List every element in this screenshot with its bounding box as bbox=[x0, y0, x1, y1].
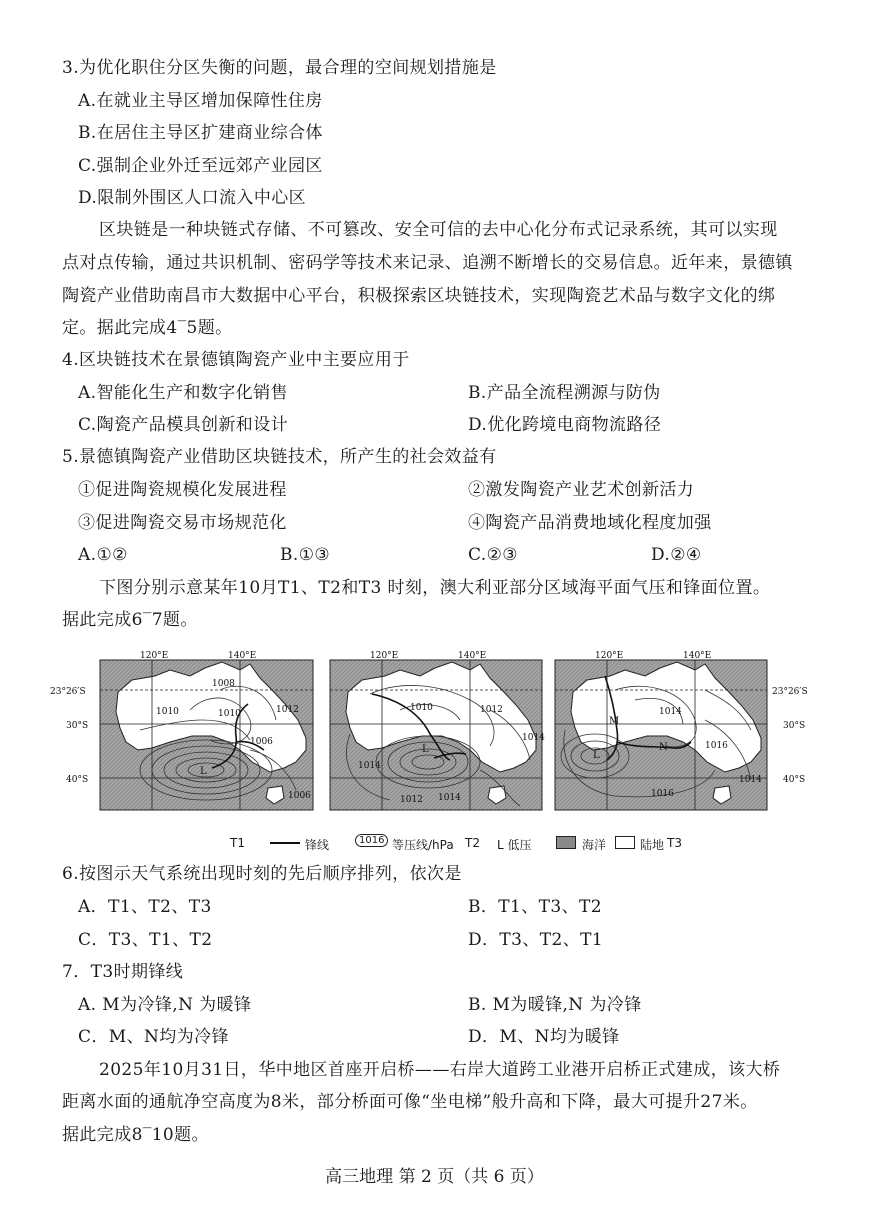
front-label-n: N bbox=[659, 742, 668, 753]
q6-option-a: A．T1、T2、T3 bbox=[78, 897, 212, 917]
lon-140-label-t3: 140°E bbox=[683, 651, 712, 661]
isobar-value-t1-5: 1006 bbox=[288, 791, 311, 801]
low-label-t2: L bbox=[422, 744, 429, 755]
legend-isobar-value: 1016 bbox=[355, 834, 388, 847]
isobar-value-t2-1: 1012 bbox=[480, 705, 503, 715]
q7-option-a: A. M为冷锋,N 为暖锋 bbox=[78, 995, 252, 1015]
q3-option-d: D.限制外围区人口流入中心区 bbox=[78, 188, 307, 208]
isobar-value-t1-4: 1006 bbox=[250, 737, 273, 747]
q5-option-a: A.①② bbox=[78, 545, 128, 565]
q5-statement-2: ②激发陶瓷产业艺术创新活力 bbox=[468, 480, 695, 500]
lon-140-label-t2: 140°E bbox=[458, 651, 487, 661]
q7-option-c: C．M、N均为冷锋 bbox=[78, 1027, 229, 1047]
q5-option-b: B.①③ bbox=[280, 545, 330, 565]
legend-low: L 低压 bbox=[497, 838, 532, 852]
map-t1 bbox=[100, 660, 313, 810]
map-t3 bbox=[555, 660, 767, 810]
front-label-m: M bbox=[609, 716, 620, 727]
legend-isobar: 等压线/hPa bbox=[392, 838, 454, 852]
lon-120-label-t3: 120°E bbox=[595, 651, 624, 661]
passage3-line3: 据此完成8‾10题。 bbox=[62, 1125, 209, 1145]
legend-land: 陆地 bbox=[640, 838, 665, 852]
lat40-label-right: 40°S bbox=[783, 775, 806, 785]
q7-option-d: D．M、N均为暖锋 bbox=[468, 1027, 620, 1047]
lon-140-label-t1: 140°E bbox=[228, 651, 257, 661]
legend-ocean: 海洋 bbox=[582, 838, 607, 852]
passage2-line1: 下图分别示意某年10月T1、T2和T3 时刻，澳大利亚部分区域海平面气压和锋面位置。 bbox=[99, 578, 771, 598]
isobar-value-t3-1: 1016 bbox=[705, 741, 728, 751]
q3-stem: 3.为优化职住分区失衡的问题，最合理的空间规划措施是 bbox=[62, 58, 497, 78]
tropic-label-right: 23°26′S bbox=[772, 687, 808, 697]
q3-option-c: C.强制企业外迁至远郊产业园区 bbox=[78, 156, 323, 176]
passage3-line1: 2025年10月31日，华中地区首座开启桥——右岸大道跨工业港开启桥正式建成，该大桥 bbox=[99, 1060, 781, 1080]
q7-option-b: B. M为暖锋,N 为冷锋 bbox=[468, 995, 642, 1015]
isobar-value-t1-0: 1008 bbox=[212, 679, 235, 689]
passage2-line2: 据此完成6‾7题。 bbox=[62, 610, 198, 630]
lat40-label-left: 40°S bbox=[66, 775, 89, 785]
map-label-t2: T2 bbox=[465, 836, 480, 850]
q4-option-c: C.陶瓷产品模具创新和设计 bbox=[78, 415, 289, 435]
weather-maps-figure bbox=[50, 650, 808, 858]
isobar-value-t2-5: 1014 bbox=[438, 793, 461, 803]
q7-stem: 7．T3时期锋线 bbox=[62, 962, 184, 982]
map-label-t3: T3 bbox=[667, 836, 682, 850]
q5-option-c: C.②③ bbox=[468, 545, 518, 565]
isobar-value-t2-4: 1012 bbox=[400, 795, 423, 805]
isobar-value-t3-3: 1016 bbox=[651, 789, 674, 799]
legend-front: 锋线 bbox=[305, 838, 330, 852]
q4-option-a: A.智能化生产和数字化销售 bbox=[78, 383, 288, 403]
isobar-value-t2-2: 1014 bbox=[522, 733, 545, 743]
figure-legend bbox=[0, 834, 869, 856]
legend-land-swatch bbox=[615, 836, 635, 849]
q6-option-d: D．T3、T2、T1 bbox=[468, 930, 604, 950]
q3-option-b: B.在居住主导区扩建商业综合体 bbox=[78, 123, 323, 143]
q4-option-d: D.优化跨境电商物流路径 bbox=[468, 415, 662, 435]
map-t2 bbox=[330, 660, 542, 810]
q5-statement-3: ③促进陶瓷交易市场规范化 bbox=[78, 513, 287, 533]
passage1-line4: 定。据此完成4‾5题。 bbox=[62, 318, 233, 338]
q5-statement-1: ①促进陶瓷规模化发展进程 bbox=[78, 480, 287, 500]
legend-ocean-swatch bbox=[556, 836, 576, 849]
q3-option-a: A.在就业主导区增加保障性住房 bbox=[78, 91, 323, 111]
passage1-line2: 点对点传输，通过共识机制、密码学等技术来记录、追溯不断增长的交易信息。近年来，景德镇 bbox=[62, 253, 793, 273]
low-label-t3: L bbox=[593, 750, 600, 761]
tropic-label-left: 23°26′S bbox=[50, 687, 86, 697]
page-footer: 高三地理 第 2 页（共 6 页） bbox=[325, 1167, 544, 1187]
low-label-t1: L bbox=[200, 766, 207, 777]
q5-stem: 5.景德镇陶瓷产业借助区块链技术，所产生的社会效益有 bbox=[62, 447, 497, 467]
q4-stem: 4.区块链技术在景德镇陶瓷产业中主要应用于 bbox=[62, 350, 410, 370]
isobar-value-t2-0: 1010 bbox=[410, 703, 433, 713]
isobar-value-t2-3: 1014 bbox=[358, 761, 381, 771]
q6-option-b: B．T1、T3、T2 bbox=[468, 897, 602, 917]
q4-option-b: B.产品全流程溯源与防伪 bbox=[468, 383, 661, 403]
lat30-label-right: 30°S bbox=[783, 721, 806, 731]
front-line-symbol bbox=[270, 842, 300, 844]
q5-option-d: D.②④ bbox=[651, 545, 702, 565]
q5-statement-4: ④陶瓷产品消费地域化程度加强 bbox=[468, 513, 712, 533]
passage1-line3: 陶瓷产业借助南昌市大数据中心平台，积极探索区块链技术，实现陶瓷艺术品与数字文化的绑 bbox=[62, 286, 776, 306]
isobar-value-t3-2: 1014 bbox=[739, 775, 762, 785]
isobar-value-t1-2: 1010 bbox=[218, 709, 241, 719]
q6-option-c: C．T3、T1、T2 bbox=[78, 930, 213, 950]
passage1-line1: 区块链是一种块链式存储、不可篡改、安全可信的去中心化分布式记录系统，其可以实现 bbox=[99, 220, 778, 240]
lat30-label-left: 30°S bbox=[66, 721, 89, 731]
lon-120-label-t2: 120°E bbox=[370, 651, 399, 661]
isobar-value-t1-3: 1012 bbox=[276, 705, 299, 715]
lon-120-label-t1: 120°E bbox=[140, 651, 169, 661]
passage3-line2: 距离水面的通航净空高度为8米，部分桥面可像“坐电梯”般升高和下降，最大可提升27米。 bbox=[62, 1092, 758, 1112]
isobar-value-t1-1: 1010 bbox=[156, 707, 179, 717]
isobar-value-t3-0: 1014 bbox=[659, 707, 682, 717]
weather-maps-svg bbox=[50, 650, 808, 858]
q6-stem: 6.按图示天气系统出现时刻的先后顺序排列，依次是 bbox=[62, 864, 462, 884]
map-label-t1: T1 bbox=[230, 836, 245, 850]
